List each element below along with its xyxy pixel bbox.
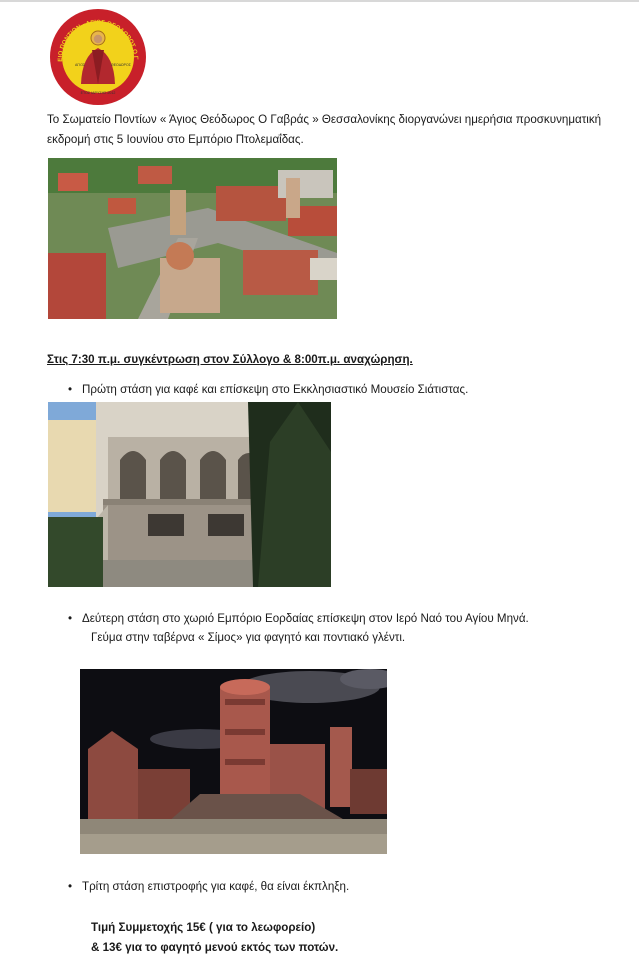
logo-right-small: ΘΕΟΔΩΡΟΣ [111, 63, 131, 67]
intro-paragraph: Το Σωματείο Ποντίων « Άγιος Θεόδωρος Ο Γαβράς » Θεσσαλονίκης διοργανώνει ημερήσια προσκυνηματική εκδρομή στις 5 Ιουνίου στο Εμπόριο Πτολεμαΐδας. [47, 113, 602, 146]
logo-left-small: ΑΓΙΟΣ [75, 63, 86, 67]
ecclesiastical-museum-photo [48, 402, 331, 587]
bullet-glyph: • [68, 383, 73, 396]
association-logo [48, 8, 149, 106]
bullet-stop-2 [68, 609, 529, 629]
aerial-village-photo [48, 158, 337, 319]
bullet-glyph: • [68, 612, 73, 625]
stop-3-text: Τρίτη στάση επιστροφής για καφέ, θα είναι έκπληξη. [82, 880, 350, 893]
meeting-time-text: Στις 7:30 π.μ. συγκέντρωση στον Σύλλογο & 8:00π.μ. αναχώρηση. [47, 353, 413, 366]
bullet-stop-1 [68, 380, 468, 400]
stop-2-text-line-2: Γεύμα στην ταβέρνα « Σίμος» για φαγητό και ποντιακό γλέντι. [91, 631, 406, 644]
stop-2-text-line-1: Δεύτερη στάση στο χωριό Εμπόριο Εορδαίας επίσκεψη στον Ιερό Ναό του Αγίου Μηνά. [82, 612, 529, 625]
top-border [0, 0, 639, 2]
logo-bottom-text: ΕΤΟΣ ΙΔΡΥΣΗΣ 2012 [80, 91, 116, 95]
bullet-glyph: • [68, 880, 73, 893]
price-line-1: Τιμή Συμμετοχής 15€ ( για το λεωφορείο) [91, 921, 316, 934]
price-line-2: & 13€ για το φαγητό μενού εκτός των ποτών. [91, 941, 339, 954]
agios-minas-church-night-photo [80, 669, 387, 854]
logo-ring-text: ΕΙΟ ΠΟΝΤΙΩΝ «ΑΓΙΟΣ ΘΕΟΔΩΡΟΣ Ο Γ [56, 18, 140, 62]
bullet-stop-3 [68, 877, 349, 897]
stop-1-text: Πρώτη στάση για καφέ και επίσκεψη στο Εκκλησιαστικό Μουσείο Σιάτιστας. [82, 383, 469, 396]
